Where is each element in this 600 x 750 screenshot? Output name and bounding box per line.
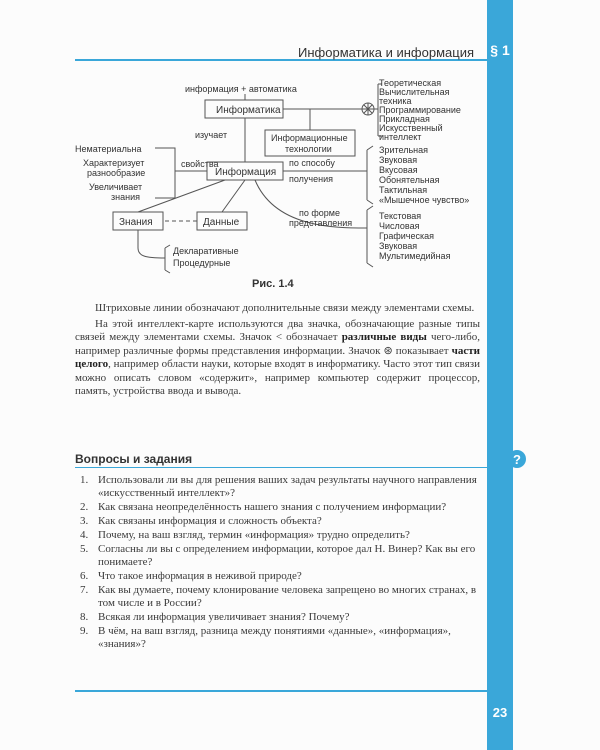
question-item [80,529,490,542]
method-2: Вкусовая [379,165,418,175]
question-item [80,584,490,610]
mind-map-svg [75,78,475,288]
method-3: Обонятельная [379,175,440,185]
section-marker: § 1 [490,42,510,58]
prop-increases-2: знания [111,192,140,202]
p2-part-c: чего-либо, например различные формы представления информации. Значок [75,331,481,357]
knowledge-declarative: Декларативные [173,246,239,256]
footer-divider [75,690,487,692]
question-number: 4. [80,529,89,541]
question-number: 1. [80,474,89,486]
question-number: 2. [80,501,89,513]
node-it-line2: технологии [285,144,332,154]
question-text: Как связаны информация и сложность объекта? [98,515,322,527]
label-by-form-1: по форме [299,208,340,218]
node-info: Информация [215,167,277,178]
p2-bold-kinds: различные виды [341,331,427,343]
side-color-band [487,0,513,750]
question-item [80,570,490,583]
kinds-symbol: < [275,331,283,343]
label-by-form-2: представления [289,218,353,228]
question-text: Что такое информация в неживой природе? [98,570,302,582]
field-6: интеллект [379,132,422,142]
form-0: Текстовая [379,211,422,221]
p2-bold-parts: части целого [75,344,480,370]
question-text: Как связана неопределённость нашего знания с получением информации? [98,501,447,513]
form-2: Графическая [379,231,435,241]
link-informatika-it [283,109,310,130]
questions-divider [75,467,487,468]
label-by-method-2: получения [289,174,333,184]
paragraph-2 [75,318,480,399]
node-informatika: Информатика [216,105,281,116]
form-1: Числовая [379,221,420,231]
question-text: Почему, на ваш взгляд, термин «информация» трудно определить? [98,529,410,541]
field-0: Теоретическая [379,78,442,88]
question-number: 3. [80,515,89,527]
p2-part-d: показывает [392,344,452,357]
node-knowledge: Знания [119,217,153,228]
label-studies: изучает [195,130,228,140]
p2-part-b: обозначает [282,331,342,343]
link-info-data [222,180,245,212]
parts-symbol: ⊛ [383,344,393,357]
question-number: 5. [80,543,89,555]
field-1: Вычислительная [379,87,450,97]
method-1: Звуковая [379,155,418,165]
knowledge-procedural: Процедурные [173,258,231,268]
label-by-method-1: по способу [289,158,335,168]
p2-part-a: На этой интеллект-карте используются два значка, обозначающие разные типы связей между элементами схемы. Значок [75,317,480,343]
page-number: 23 [492,704,508,720]
question-item [80,611,490,624]
prop-characterizes-2: разнообразие [87,168,146,178]
label-properties: свойства [181,159,219,169]
prop-increases-1: Увеличивает [89,182,143,192]
question-item [80,501,490,514]
link-properties [155,148,207,198]
node-data: Данные [203,217,240,228]
running-header: Информатика и информация [298,45,474,60]
questions-heading: Вопросы и задания [75,452,193,466]
mind-map-diagram [75,78,475,288]
method-5: «Мышечное чувство» [379,195,470,205]
figure-caption: Рис. 1.4 [252,278,294,290]
question-item [80,515,490,528]
question-text: Как вы думаете, почему клонирование человека запрещено во многих странах, в том числе и в России? [98,584,477,609]
paragraph-1: Штриховые линии обозначают дополнительные связи между элементами схемы. [95,302,475,314]
form-4: Мультимедийная [379,251,451,261]
prop-characterizes-1: Характеризует [83,158,145,168]
question-mark-icon: ? [508,450,526,468]
field-4: Прикладная [379,114,430,124]
question-item [80,474,490,500]
question-item [80,543,490,569]
question-number: 7. [80,584,89,596]
field-3: Программирование [379,105,461,115]
field-5: Искусственный [379,123,443,133]
node-it-line1: Информационные [271,133,348,143]
questions-list [80,474,490,652]
question-number: 6. [80,570,89,582]
field-2: техника [379,96,412,106]
question-item [80,625,490,651]
link-knowledge-types [138,230,170,273]
question-text: Всякая ли информация увеличивает знания? Почему? [98,611,350,623]
body-text [75,302,480,399]
label-info-automation: информация + автоматика [185,84,297,94]
question-text: В чём, на ваш взгляд, разница между понятиями «данные», «информация», «знания»? [98,625,451,650]
question-number: 9. [80,625,89,637]
question-number: 8. [80,611,89,623]
question-text: Использовали ли вы для решения ваших задач результаты научного направления «искусственный интеллект»? [98,474,477,499]
prop-immaterial: Нематериальна [75,144,142,154]
question-text: Согласны ли вы с определением информации, которое дал Н. Винер? Как вы его понимаете? [98,543,476,568]
p2-part-e: , например области науки, которые входят в информатику. Часто этот тип связи можно описать словом «содержит», например компьютер содержит процессор, память, устройства ввода и вывода. [75,358,480,397]
method-4: Тактильная [379,185,428,195]
link-info-knowledge [138,180,225,212]
form-3: Звуковая [379,241,418,251]
method-0: Зрительная [379,145,428,155]
